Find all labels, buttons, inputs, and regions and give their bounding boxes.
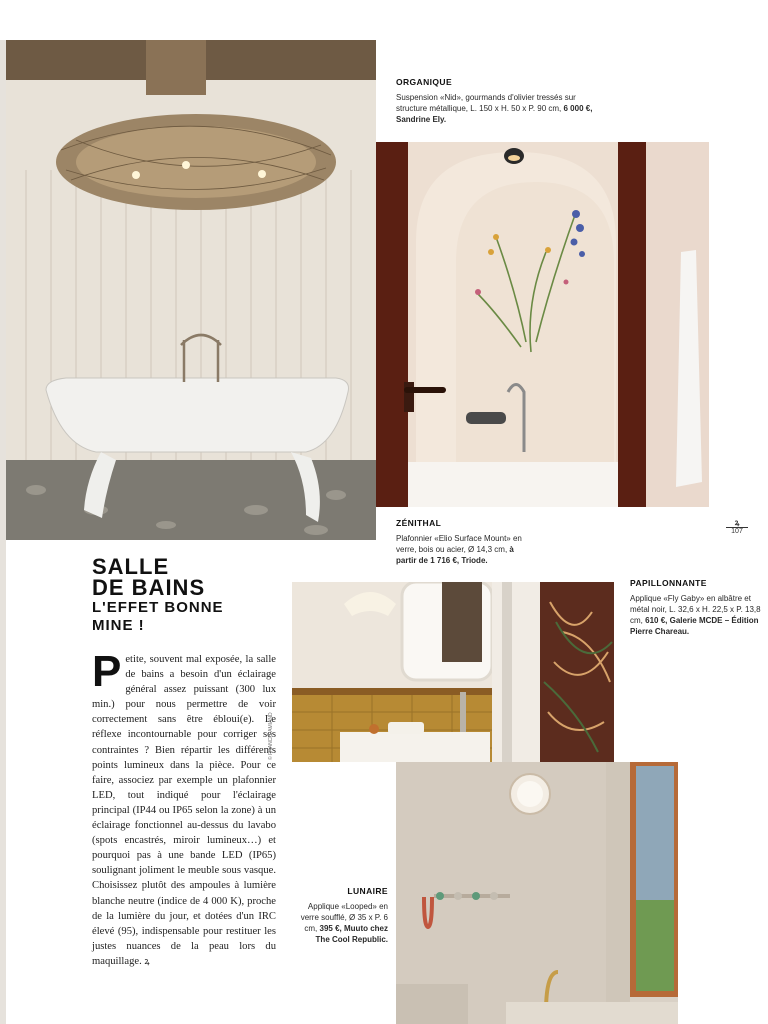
photo-mustard-tiles: [292, 582, 614, 762]
subtitle-line1: L'EFFET BONNE: [92, 599, 224, 616]
caption-shop: Galerie MCDE – Édition Pierre Chareau.: [630, 616, 759, 636]
caption-price: 395 €,: [319, 924, 342, 933]
caption-papillonnante: [630, 578, 762, 637]
caption-shop: Muuto chez The Cool Republic.: [315, 924, 388, 944]
headline-line2: DE BAINS: [92, 575, 206, 600]
caption-shop: Triode.: [461, 556, 488, 565]
caption-text: Plafonnier «Elio Surface Mount» en verre, bois ou acier, Ø 14,3 cm,: [396, 534, 522, 554]
article-body: [92, 647, 276, 969]
caption-title: ORGANIQUE: [396, 77, 453, 87]
subtitle-line2: MINE !: [92, 617, 145, 634]
caption-title: ZÉNITHAL: [396, 518, 442, 528]
photo-bathtub-nest: [6, 40, 376, 540]
article-headline: [92, 556, 292, 634]
caption-price: à partir de 1 716 €,: [396, 545, 514, 565]
magazine-logo-icon: ꝝ: [726, 518, 748, 528]
photo-plaster-looped: [396, 762, 678, 1024]
caption-shop: Sandrine Ely.: [396, 115, 447, 124]
caption-price: 610 €,: [645, 616, 668, 625]
caption-title: PAPILLONNANTE: [630, 578, 707, 588]
caption-price: 6 000 €,: [563, 104, 593, 113]
caption-lunaire: [296, 886, 388, 945]
photo-credit: © FRANCIS AMIAND: [268, 712, 274, 760]
caption-text: Applique «Fly Gaby» en albâtre et métal noir, L. 32,6 x H. 22,5 x P. 13,8 cm,: [630, 594, 761, 625]
photo-mosaic-niche: [376, 142, 709, 507]
caption-organique: [396, 77, 596, 125]
page-number: [726, 518, 748, 535]
caption-zenithal: [396, 518, 536, 566]
drop-cap: P: [92, 647, 122, 696]
caption-text: Suspension «Nid», gourmands d'olivier tressés sur structure métallique, L. 150 x H. 50 x P. 90 cm,: [396, 93, 576, 113]
page-number-value: 107: [731, 528, 743, 535]
headline-line1: SALLE: [92, 554, 170, 579]
end-mark-icon: ꝝ: [144, 955, 150, 966]
article-body-text: etite, souvent mal exposée, la salle de bains a besoin d'un éclairage général assez puissant (300 lux min.) pour nous permettre de voir correctement sans être ébloui(e). Le réflexe incontournable pour corriger ses contraintes ? Bien répartir les différents points lumineux dans la pièce. Pour ce faire, associez par exemple un plafonnier LED, tout indiqué pour l'éclairage principal (IP44 ou IP65 selon la zone) à un éclairage fonctionnel au-dessus du lavabo (spots encastrés, miroir lumineux…) et pourquoi pas à une bande LED (IP65) soulignant joliment le meuble sous vasque. Choisissez plutôt des ampoules à lumière blanche neutre (indice de 4 000 K), proche de la lumière du jour, et dotées d'un IRC élevé (95), indispensable pour restituer les justes nuances de la peau lors du maquillage.: [92, 654, 276, 967]
caption-text: Applique «Looped» en verre soufflé, Ø 35 x P. 6 cm,: [300, 902, 388, 933]
caption-title: LUNAIRE: [347, 886, 388, 896]
